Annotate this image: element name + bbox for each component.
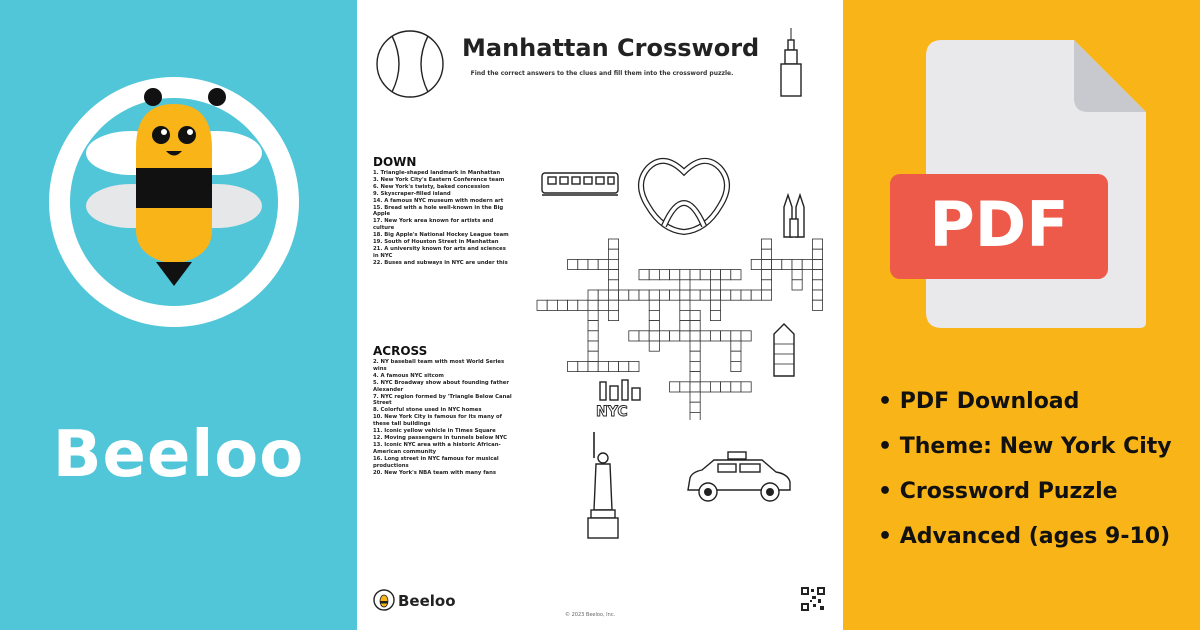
crossword-cell — [649, 290, 659, 300]
crossword-cell — [812, 280, 822, 290]
crossword-cell — [547, 300, 557, 310]
cathedral-icon — [780, 193, 808, 239]
crossword-cell — [659, 290, 669, 300]
crossword-cell — [578, 259, 588, 269]
crossword-cell — [690, 351, 700, 361]
crossword-cell — [608, 290, 618, 300]
crossword-cell — [761, 249, 771, 259]
across-clue: 8. Colorful stone used in NYC homes — [373, 407, 482, 414]
across-clue: 20. New York's NBA team with many fans — [373, 469, 497, 476]
crossword-cell — [588, 310, 598, 320]
crossword-cell — [680, 290, 690, 300]
crossword-cell — [690, 341, 700, 351]
flatiron-building-icon — [770, 322, 798, 378]
down-clue: 9. Skyscraper-filled island — [373, 190, 451, 197]
crossword-cell — [670, 331, 680, 341]
crossword-cell — [731, 341, 741, 351]
crossword-cell — [690, 331, 700, 341]
crossword-cell — [792, 270, 802, 280]
crossword-cell — [761, 270, 771, 280]
crossword-cell — [761, 280, 771, 290]
crossword-cell — [690, 321, 700, 331]
crossword-cell — [812, 259, 822, 269]
crossword-cell — [568, 361, 578, 371]
crossword-cell — [700, 382, 710, 392]
crossword-cell — [568, 300, 578, 310]
crossword-cell — [690, 392, 700, 402]
across-clue: 4. A famous NYC sitcom — [373, 372, 444, 379]
crossword-cell — [761, 290, 771, 300]
crossword-cell — [608, 259, 618, 269]
down-clue-list — [373, 170, 513, 267]
across-clue: 12. Moving passengers in tunnels below NYC — [373, 434, 508, 441]
crossword-cell — [812, 249, 822, 259]
crossword-cell — [772, 259, 782, 269]
crossword-cell — [639, 331, 649, 341]
crossword-cell — [588, 300, 598, 310]
pdf-file-icon — [888, 36, 1150, 330]
crossword-cell — [680, 321, 690, 331]
down-clue: 15. Bread with a hole well-known in the Big Apple — [373, 204, 504, 218]
across-clue: 10. New York City is famous for its many of these tall buildings — [373, 414, 502, 428]
crossword-cell — [690, 402, 700, 412]
crossword-cell — [639, 270, 649, 280]
crossword-cell — [690, 382, 700, 392]
crossword-cell — [680, 270, 690, 280]
crossword-cell — [731, 331, 741, 341]
crossword-cell — [537, 300, 547, 310]
down-clue: 3. New York City's Eastern Conference team — [373, 176, 505, 183]
across-clue-list — [373, 359, 513, 476]
down-clue: 1. Triangle-shaped landmark in Manhattan — [373, 170, 501, 176]
crossword-cell — [741, 331, 751, 341]
feature-item: • Crossword Puzzle — [878, 479, 1118, 504]
crossword-cell — [649, 341, 659, 351]
down-clue: 14. A famous NYC museum with modern art — [373, 197, 504, 204]
crossword-cell — [721, 331, 731, 341]
statue-of-liberty-icon — [586, 430, 620, 540]
feature-item: • Advanced (ages 9-10) — [878, 524, 1171, 549]
crossword-cell — [710, 280, 720, 290]
crossword-cell — [751, 259, 761, 269]
crossword-cell — [680, 300, 690, 310]
crossword-cell — [649, 331, 659, 341]
crossword-cell — [670, 382, 680, 392]
crossword-cell — [639, 290, 649, 300]
pretzel-icon — [634, 150, 734, 240]
crossword-cell — [598, 259, 608, 269]
down-clue: 6. New York's twisty, baked concession — [373, 183, 490, 190]
crossword-cell — [710, 382, 720, 392]
crossword-cell — [700, 290, 710, 300]
crossword-cell — [731, 361, 741, 371]
crossword-cell — [751, 290, 761, 300]
down-clue: 22. Buses and subways in NYC are under this — [373, 259, 508, 266]
down-clue: 17. New York area known for artists and culture — [373, 218, 494, 232]
empire-state-building-icon — [776, 28, 806, 98]
crossword-cell — [710, 290, 720, 300]
across-heading: ACROSS — [373, 344, 428, 358]
crossword-cell — [731, 270, 741, 280]
across-clue: 5. NYC Broadway show about founding father Alexander — [373, 379, 509, 393]
crossword-cell — [670, 270, 680, 280]
crossword-cell — [680, 382, 690, 392]
worksheet-title: Manhattan Crossword — [462, 34, 760, 62]
pdf-label: PDF — [929, 188, 1069, 261]
crossword-cell — [588, 259, 598, 269]
crossword-cell — [680, 310, 690, 320]
crossword-cell — [588, 321, 598, 331]
qr-code-icon — [800, 586, 826, 612]
down-clue: 19. South of Houston Street in Manhattan — [373, 239, 499, 246]
crossword-cell — [588, 361, 598, 371]
taxi-icon — [684, 450, 794, 506]
crossword-cell — [812, 270, 822, 280]
crossword-cell — [608, 361, 618, 371]
crossword-cell — [598, 361, 608, 371]
across-clue: 16. Long street in NYC famous for musical productions — [373, 455, 499, 469]
crossword-cell — [710, 331, 720, 341]
subway-train-icon — [540, 170, 620, 198]
worksheet-brand-label: Beeloo — [398, 592, 456, 610]
crossword-cell — [731, 382, 741, 392]
crossword-cell — [690, 310, 700, 320]
crossword-cell — [761, 239, 771, 249]
crossword-cell — [578, 300, 588, 310]
crossword-cell — [670, 290, 680, 300]
crossword-cell — [649, 321, 659, 331]
crossword-cell — [588, 290, 598, 300]
crossword-cell — [588, 351, 598, 361]
crossword-cell — [721, 382, 731, 392]
crossword-cell — [700, 331, 710, 341]
crossword-cell — [568, 259, 578, 269]
crossword-cell — [690, 290, 700, 300]
crossword-cell — [619, 290, 629, 300]
crossword-cell — [608, 239, 618, 249]
crossword-cell — [761, 259, 771, 269]
baseball-icon — [374, 28, 446, 100]
down-clue: 21. A university known for arts and sciences in NYC — [373, 245, 506, 259]
worksheet-instructions: Find the correct answers to the clues and fill them into the crossword puzzle. — [470, 70, 734, 77]
svg-text:NYC: NYC — [596, 404, 628, 420]
crossword-cell — [710, 300, 720, 310]
brand-panel — [0, 0, 357, 630]
crossword-cell — [608, 280, 618, 290]
crossword-cell — [710, 310, 720, 320]
crossword-cell — [608, 300, 618, 310]
crossword-cell — [802, 259, 812, 269]
crossword-cell — [782, 259, 792, 269]
crossword-cell — [690, 361, 700, 371]
crossword-cell — [792, 259, 802, 269]
crossword-cell — [812, 290, 822, 300]
crossword-cell — [721, 290, 731, 300]
crossword-cell — [690, 412, 700, 420]
crossword-cell — [619, 361, 629, 371]
across-clue: 2. NY baseball team with most World Series wins — [373, 359, 505, 372]
crossword-cell — [598, 300, 608, 310]
crossword-cell — [608, 249, 618, 259]
crossword-cell — [578, 361, 588, 371]
bee-icon — [40, 68, 308, 336]
crossword-cell — [557, 300, 567, 310]
crossword-cell — [731, 351, 741, 361]
across-clue: 13. Iconic NYC area with a historic African-American community — [373, 441, 501, 455]
feature-item: • Theme: New York City — [878, 434, 1172, 459]
crossword-cell — [608, 310, 618, 320]
beeloo-logo — [40, 68, 308, 336]
crossword-cell — [608, 270, 618, 280]
crossword-cell — [690, 372, 700, 382]
crossword-cell — [598, 290, 608, 300]
crossword-cell — [721, 270, 731, 280]
crossword-cell — [649, 270, 659, 280]
crossword-cell — [741, 290, 751, 300]
brand-name: Beeloo — [52, 418, 305, 492]
beeloo-small-logo-icon — [373, 589, 395, 611]
worksheet-copyright: © 2023 Beeloo, Inc. — [565, 612, 616, 618]
crossword-cell — [629, 361, 639, 371]
crossword-cell — [588, 341, 598, 351]
crossword-cell — [649, 300, 659, 310]
crossword-cell — [629, 290, 639, 300]
crossword-cell — [741, 382, 751, 392]
crossword-cell — [731, 290, 741, 300]
crossword-cell — [812, 300, 822, 310]
across-clue: 7. NYC region formed by 'Triangle Below Canal Street — [373, 393, 512, 407]
feature-item: • PDF Download — [878, 389, 1080, 414]
crossword-cell — [700, 270, 710, 280]
crossword-cell — [680, 331, 690, 341]
crossword-cell — [792, 280, 802, 290]
down-heading: DOWN — [373, 155, 417, 169]
crossword-cell — [690, 270, 700, 280]
crossword-cell — [659, 331, 669, 341]
crossword-cell — [812, 239, 822, 249]
crossword-cell — [680, 280, 690, 290]
crossword-cell — [588, 331, 598, 341]
crossword-cell — [710, 270, 720, 280]
nyc-skyline-icon — [592, 378, 646, 420]
crossword-cell — [659, 270, 669, 280]
across-clue: 11. Iconic yellow vehicle in Times Square — [373, 428, 496, 435]
crossword-cell — [649, 310, 659, 320]
feature-list — [878, 384, 1172, 564]
crossword-cell — [629, 331, 639, 341]
down-clue: 18. Big Apple's National Hockey League team — [373, 232, 509, 239]
